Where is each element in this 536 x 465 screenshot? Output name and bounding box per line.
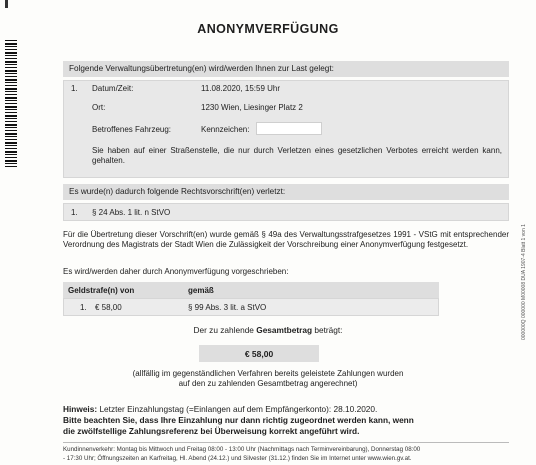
total-label-bold: Gesamtbetrag: [256, 325, 313, 335]
footer-divider: [63, 442, 509, 443]
fines-col-law: gemäß: [188, 286, 214, 295]
place-value: 1230 Wien, Liesinger Platz 2: [201, 103, 303, 112]
hint-bold-line1: Bitte beachten Sie, dass Ihre Einzahlung nur dann richtig zugeordnet werden kann, wenn: [63, 415, 414, 425]
prescribed-text: Es wird/werden daher durch Anonymverfügung vorgeschrieben:: [63, 267, 289, 276]
hint-text: Letzter Einzahlungstag (=Einlangen auf dem Empfängerkonto): 28.10.2020.: [99, 404, 378, 414]
offense-number: 1.: [71, 84, 78, 93]
total-amount: € 58,00: [199, 345, 319, 362]
section-offense-header: Folgende Verwaltungsübertretung(en) wird/werden Ihnen zur Last gelegt:: [63, 61, 509, 77]
total-label: [0, 325, 536, 335]
law-reference: § 24 Abs. 1 lit. n StVO: [92, 208, 171, 217]
plate-value-field: [256, 122, 322, 135]
total-label-prefix: Der zu zahlende: [193, 325, 257, 335]
scan-mark: [5, 0, 8, 8]
side-reference-code: 000000Q 000000 M00008 DUA 1907-4 Blatt 1 von 1: [521, 224, 527, 340]
legal-paragraph: Für die Übertretung dieser Vorschrift(en) wurde gemäß § 49a des Verwaltungsstrafgesetzes 1991 - VStG mit entsprechender Verordnung des Magistrats der Stadt Wien die Zulässigkeit der Vorschreibung einer Anonymverfügung festgesetzt.: [63, 230, 509, 249]
fines-col-amount: Geldstrafe(n) von: [68, 286, 135, 295]
barcode: [5, 40, 17, 168]
place-label: Ort:: [92, 103, 106, 112]
fine-row-number: 1.: [80, 303, 87, 312]
offense-description: Sie haben auf einer Straßenstelle, die nur durch Verletzen eines gesetzlichen Verbotes erreicht werden kann, gehalten.: [92, 146, 502, 165]
total-label-suffix: beträgt:: [312, 325, 343, 335]
vehicle-label: Betroffenes Fahrzeug:: [92, 125, 172, 134]
section-law-header: Es wurde(n) dadurch folgende Rechtsvorschrift(en) verletzt:: [63, 184, 509, 200]
datetime-value: 11.08.2020, 15:59 Uhr: [201, 84, 281, 93]
footer-line1: Kundinnenverkehr: Montag bis Mittwoch und Freitag 08:00 - 13:00 Uhr (Nachmittags nach Terminvereinbarung), Donnerstag 08:00: [63, 446, 421, 453]
fine-row-law: § 99 Abs. 3 lit. a StVO: [188, 303, 267, 312]
footer-line2: - 17:30 Uhr; Öffnungszeiten an Karfreitag, Hl. Abend (24.12.) und Silvester (31.12.) finden Sie im Internet unter www.wien.gv.at.: [63, 455, 412, 462]
fine-row-amount: € 58,00: [95, 303, 122, 312]
page-title: ANONYMVERFÜGUNG: [197, 22, 339, 36]
law-number: 1.: [71, 208, 78, 217]
hint-bold-line2: die zwölfstellige Zahlungsreferenz bei Überweisung korrekt angeführt wird.: [63, 426, 360, 436]
plate-label: Kennzeichen:: [201, 125, 250, 134]
hint-label: Hinweis:: [63, 404, 98, 414]
datetime-label: Datum/Zeit:: [92, 84, 134, 93]
hint-line: [63, 404, 377, 414]
total-note-line2: auf den zu zahlenden Gesamtbetrag angerechnet): [178, 379, 358, 388]
total-note-line1: (allfällig im gegenständlichen Verfahren bereits geleistete Zahlungen wurden: [132, 369, 404, 378]
